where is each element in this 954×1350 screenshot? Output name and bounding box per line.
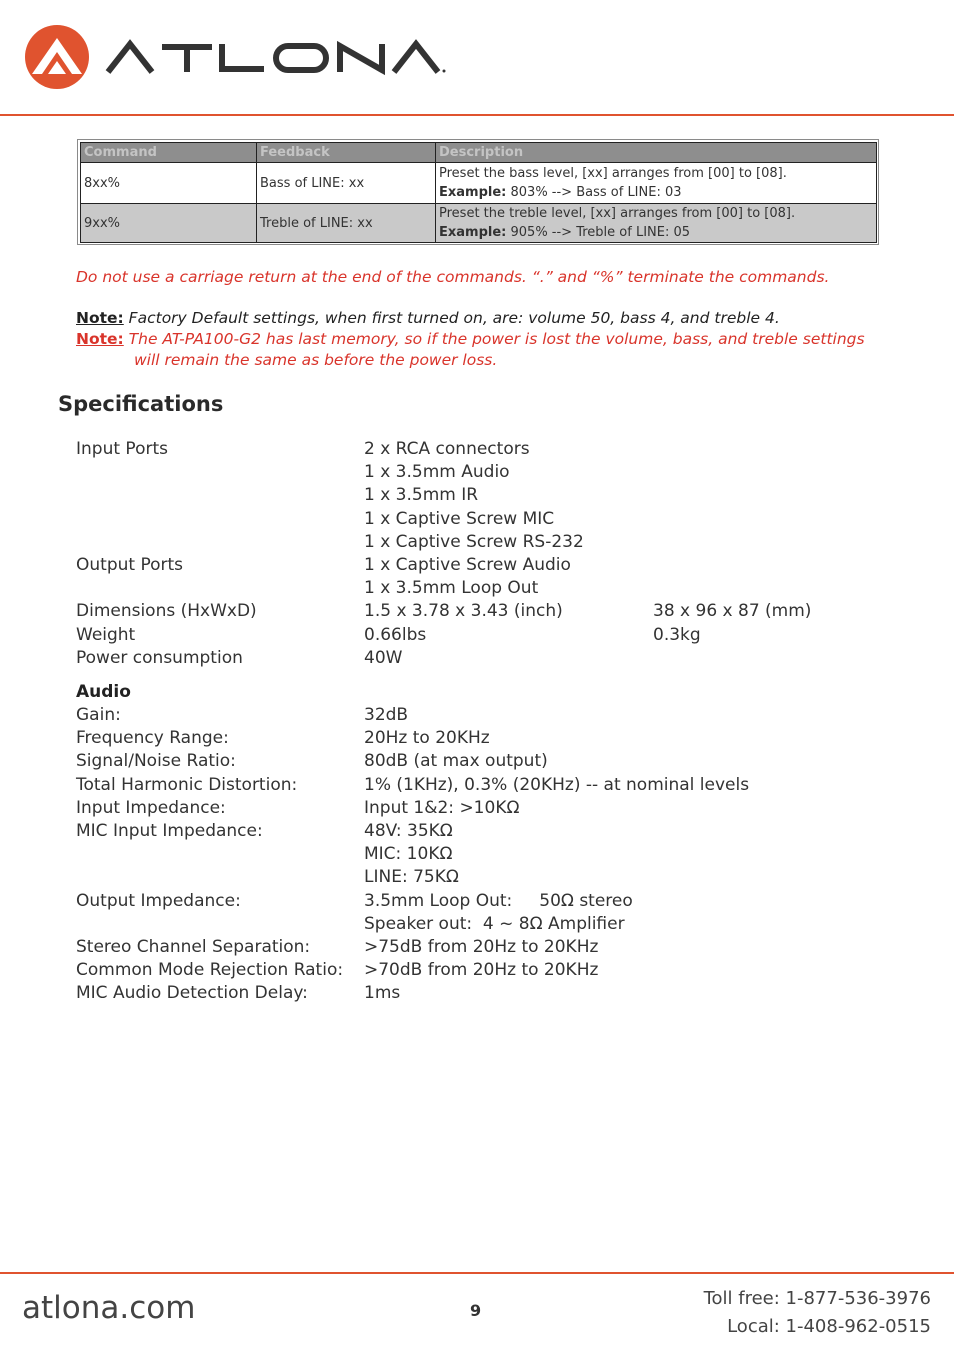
spec-label: Power consumption	[76, 647, 243, 668]
spec-label: Frequency Range:	[76, 728, 229, 749]
logo-mark	[25, 25, 89, 89]
spec-value-metric: 0.3kg	[653, 624, 701, 645]
spec-value: Input 1&2: >10KΩ	[364, 797, 520, 818]
spec-label: Dimensions (HxWxD)	[76, 601, 257, 622]
spec-value: 1 x 3.5mm Loop Out	[364, 578, 539, 599]
spec-value: 1 x 3.5mm Audio	[364, 462, 510, 483]
note-factory-default	[76, 309, 780, 327]
audio-heading: Audio	[76, 682, 131, 702]
specifications-heading: Specifications	[58, 392, 224, 416]
spec-value-metric: 38 x 96 x 87 (mm)	[653, 601, 812, 622]
spec-value: 1.5 x 3.78 x 3.43 (inch)	[364, 601, 563, 622]
note-last-memory	[76, 330, 865, 348]
spec-label: Gain:	[76, 705, 121, 725]
footer-website: atlona.com	[22, 1290, 196, 1326]
column-header: Command	[81, 143, 257, 163]
page-number: 9	[470, 1301, 482, 1320]
example-label: Example:	[439, 225, 507, 240]
spec-value: 3.5mm Loop Out: 50Ω stereo	[364, 890, 633, 911]
atlona-logo	[22, 22, 447, 94]
spec-value: 1 x Captive Screw MIC	[364, 508, 555, 529]
spec-value: 48V: 35KΩ	[364, 821, 453, 841]
spec-value: 1% (1KHz), 0.3% (20KHz) -- at nominal levels	[364, 774, 750, 795]
spec-value: >75dB from 20Hz to 20KHz	[364, 937, 599, 957]
description-text: Preset the bass level, [xx] arranges from [00] to [08].	[439, 166, 787, 181]
table-row	[81, 163, 877, 204]
command-cell: 9xx%	[81, 204, 257, 243]
logo-wordmark	[108, 44, 438, 72]
spec-label: Common Mode Rejection Ratio:	[76, 960, 344, 981]
example-text: 905% --> Treble of LINE: 05	[506, 225, 691, 240]
spec-label: MIC Audio Detection Delay:	[76, 983, 308, 1004]
header-divider	[0, 114, 954, 116]
spec-label: Output Impedance:	[76, 890, 241, 911]
note-label: Note:	[76, 330, 124, 348]
spec-value: 40W	[364, 647, 403, 668]
column-header: Description	[436, 143, 877, 163]
example-text: 803% --> Bass of LINE: 03	[506, 185, 682, 200]
spec-value: LINE: 75KΩ	[364, 867, 459, 888]
spec-value: 80dB (at max output)	[364, 751, 548, 772]
spec-label: Weight	[76, 624, 136, 645]
command-table	[77, 139, 879, 245]
column-header: Feedback	[257, 143, 436, 163]
spec-label: MIC Input Impedance:	[76, 821, 263, 841]
spec-label: Input Impedance:	[76, 797, 226, 818]
feedback-cell: Bass of LINE: xx	[257, 163, 436, 204]
footer-divider	[0, 1272, 954, 1274]
spec-value: 1 x Captive Screw RS-232	[364, 531, 584, 552]
note-last-memory-cont: will remain the same as before the power loss.	[134, 351, 498, 369]
spec-value: 2 x RCA connectors	[364, 439, 530, 459]
spec-value: 20Hz to 20KHz	[364, 728, 490, 749]
spec-label: Signal/Noise Ratio:	[76, 751, 236, 772]
spec-value: 1 x 3.5mm IR	[364, 485, 479, 506]
spec-value: 0.66lbs	[364, 624, 427, 645]
spec-value: 1ms	[364, 983, 401, 1004]
spec-value: MIC: 10KΩ	[364, 844, 453, 865]
footer-contact	[704, 1285, 931, 1341]
description-cell	[436, 204, 877, 243]
note-text: The AT-PA100-G2 has last memory, so if the power is lost the volume, bass, and treble settings	[123, 330, 865, 348]
table-row	[81, 204, 877, 243]
spec-value: Speaker out: 4 ~ 8Ω Amplifier	[364, 913, 625, 934]
spec-label: Stereo Channel Separation:	[76, 937, 311, 957]
example-label: Example:	[439, 185, 507, 200]
local-number: Local: 1-408-962-0515	[727, 1316, 931, 1337]
note-label: Note:	[76, 309, 124, 327]
spec-label: Total Harmonic Distortion:	[76, 774, 298, 795]
spec-label: Output Ports	[76, 555, 184, 575]
description-text: Preset the treble level, [xx] arranges from [00] to [08].	[439, 206, 796, 221]
table-header-row	[81, 143, 877, 163]
spec-value: >70dB from 20Hz to 20KHz	[364, 960, 599, 981]
terminator-warning: Do not use a carriage return at the end of the commands. “.” and “%” terminate the commands.	[76, 268, 830, 286]
spec-value: 1 x Captive Screw Audio	[364, 555, 571, 575]
description-cell	[436, 163, 877, 204]
command-cell: 8xx%	[81, 163, 257, 204]
toll-free-number: Toll free: 1-877-536-3976	[703, 1288, 931, 1309]
note-text: Factory Default settings, when first turned on, are: volume 50, bass 4, and treble 4.	[123, 309, 780, 327]
spec-value: 32dB	[364, 705, 409, 725]
spec-label: Input Ports	[76, 439, 168, 459]
feedback-cell: Treble of LINE: xx	[257, 204, 436, 243]
